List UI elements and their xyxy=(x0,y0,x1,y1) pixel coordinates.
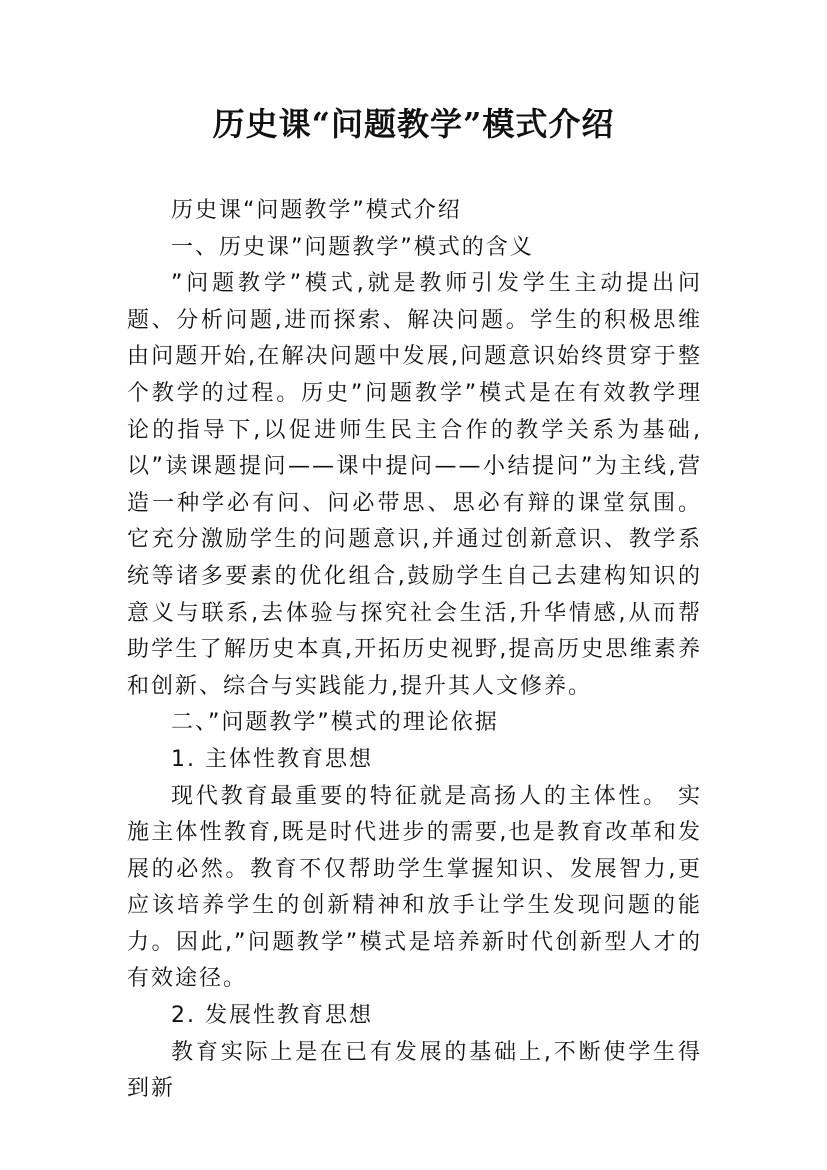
section-heading-2: 二、”问题教学”模式的理论依据 xyxy=(171,710,499,736)
document-body xyxy=(127,193,702,1108)
document-title: 历史课“问题教学”模式介绍 xyxy=(212,105,615,143)
subheading-2: 2. 发展性教育思想 xyxy=(171,1003,373,1029)
paragraph-subjectivity: 现代教育最重要的特征就是高扬人的主体性。 实施主体性教育,既是时代进步的需要,也是教育改革和发展的必然。教育不仅帮助学生掌握知识、发展智力,更应该培养学生的创新精神和放手让学生发现问题的能力。因此,”问题教学”模式是培养新时代创新型人才的有效途径。 xyxy=(127,783,702,992)
paragraph-definition: ”问题教学”模式,就是教师引发学生主动提出问题、分析问题,进而探索、解决问题。学生的积极思维由问题开始,在解决问题中发展,问题意识始终贯穿于整个教学的过程。历史”问题教学”模式是在有效教学理论的指导下,以促进师生民主合作的教学关系为基础,以”读课题提问——课中提问——小结提问”为主线,营造一种学必有问、问必带思、思必有辩的课堂氛围。它充分激励学生的问题意识,并通过创新意识、教学系统等诸多要素的优化组合,鼓励学生自己去建构知识的意义与联系,去体验与探究社会生活,升华情感,从而帮助学生了解历史本真,开拓历史视野,提高历史思维素养和创新、综合与实践能力,提升其人文修养。 xyxy=(127,271,702,699)
section-heading-1: 一、历史课”问题教学”模式的含义 xyxy=(171,234,534,260)
subheading-1: 1. 主体性教育思想 xyxy=(171,746,373,772)
body-heading-repeat-title: 历史课“问题教学”模式介绍 xyxy=(171,198,462,223)
paragraph-development: 教育实际上是在已有发展的基础上,不断使学生得到新 xyxy=(127,1039,702,1102)
